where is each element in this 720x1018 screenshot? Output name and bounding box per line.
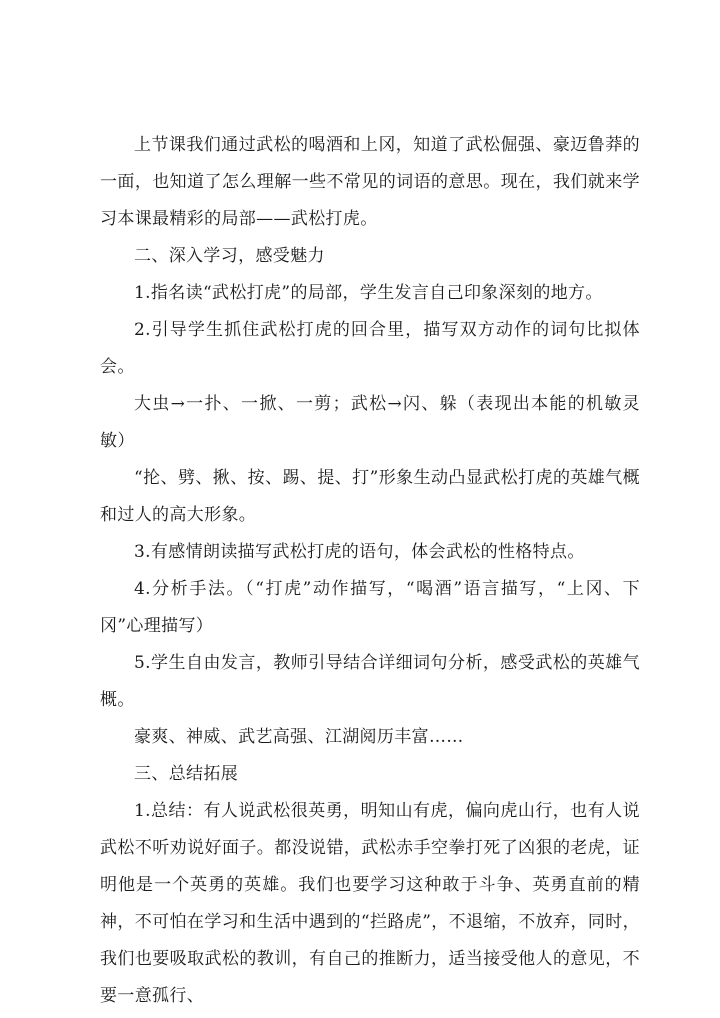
paragraph-step-3: 3.有感情朗读描写武松打虎的语句，体会武松的性格特点。 — [134, 542, 585, 562]
paragraph-step-2: 2.引导学生抓住武松打虎的回合里，描写双方动作的词句比拟体会。 — [100, 320, 640, 377]
paragraph-step-5: 5.学生自由发言，教师引导结合详细词句分析，感受武松的英雄气概。 — [100, 653, 640, 710]
document-body — [100, 127, 640, 1015]
paragraph-step-4: 4.分析手法。（“打虎”动作描写，“喝酒”语言描写，“上冈、下冈”心理描写） — [100, 579, 640, 636]
section-heading-deep-study: 二、深入学习，感受魅力 — [134, 246, 325, 266]
paragraph-summary: 1.总结：有人说武松很英勇，明知山有虎，偏向虎山行，也有人说武松不听劝说好面子。都没说错，武松赤手空拳打死了凶狠的老虎，证明他是一个英勇的英雄。我们也要学习这种敢于斗争、英勇直前的精神，不可怕在学习和生活中遇到的“拦路虎”，不退缩，不放弃，同时，我们也要吸取武松的教训，有自己的推断力，适当接受他人的意见，不要一意孤行、 — [100, 801, 640, 1006]
paragraph-intro: 上节课我们通过武松的喝酒和上冈，知道了武松倔强、豪迈鲁莽的一面，也知道了怎么理解一些不常见的词语的意思。现在，我们就来学习本课最精彩的局部——武松打虎。 — [100, 135, 640, 229]
paragraph-traits: 豪爽、神威、武艺高强、江湖阅历丰富…… — [134, 727, 464, 747]
paragraph-wusong-actions: “抡、劈、揪、按、踢、提、打”形象生动凸显武松打虎的英雄气概和过人的高大形象。 — [100, 468, 640, 525]
paragraph-tiger-actions: 大虫→一扑、一掀、一剪；武松→闪、躲（表现出本能的机敏灵敏） — [100, 394, 640, 451]
section-heading-summary: 三、总结拓展 — [134, 764, 239, 784]
paragraph-step-1: 1.指名读“武松打虎”的局部，学生发言自己印象深刻的地方。 — [134, 283, 603, 303]
